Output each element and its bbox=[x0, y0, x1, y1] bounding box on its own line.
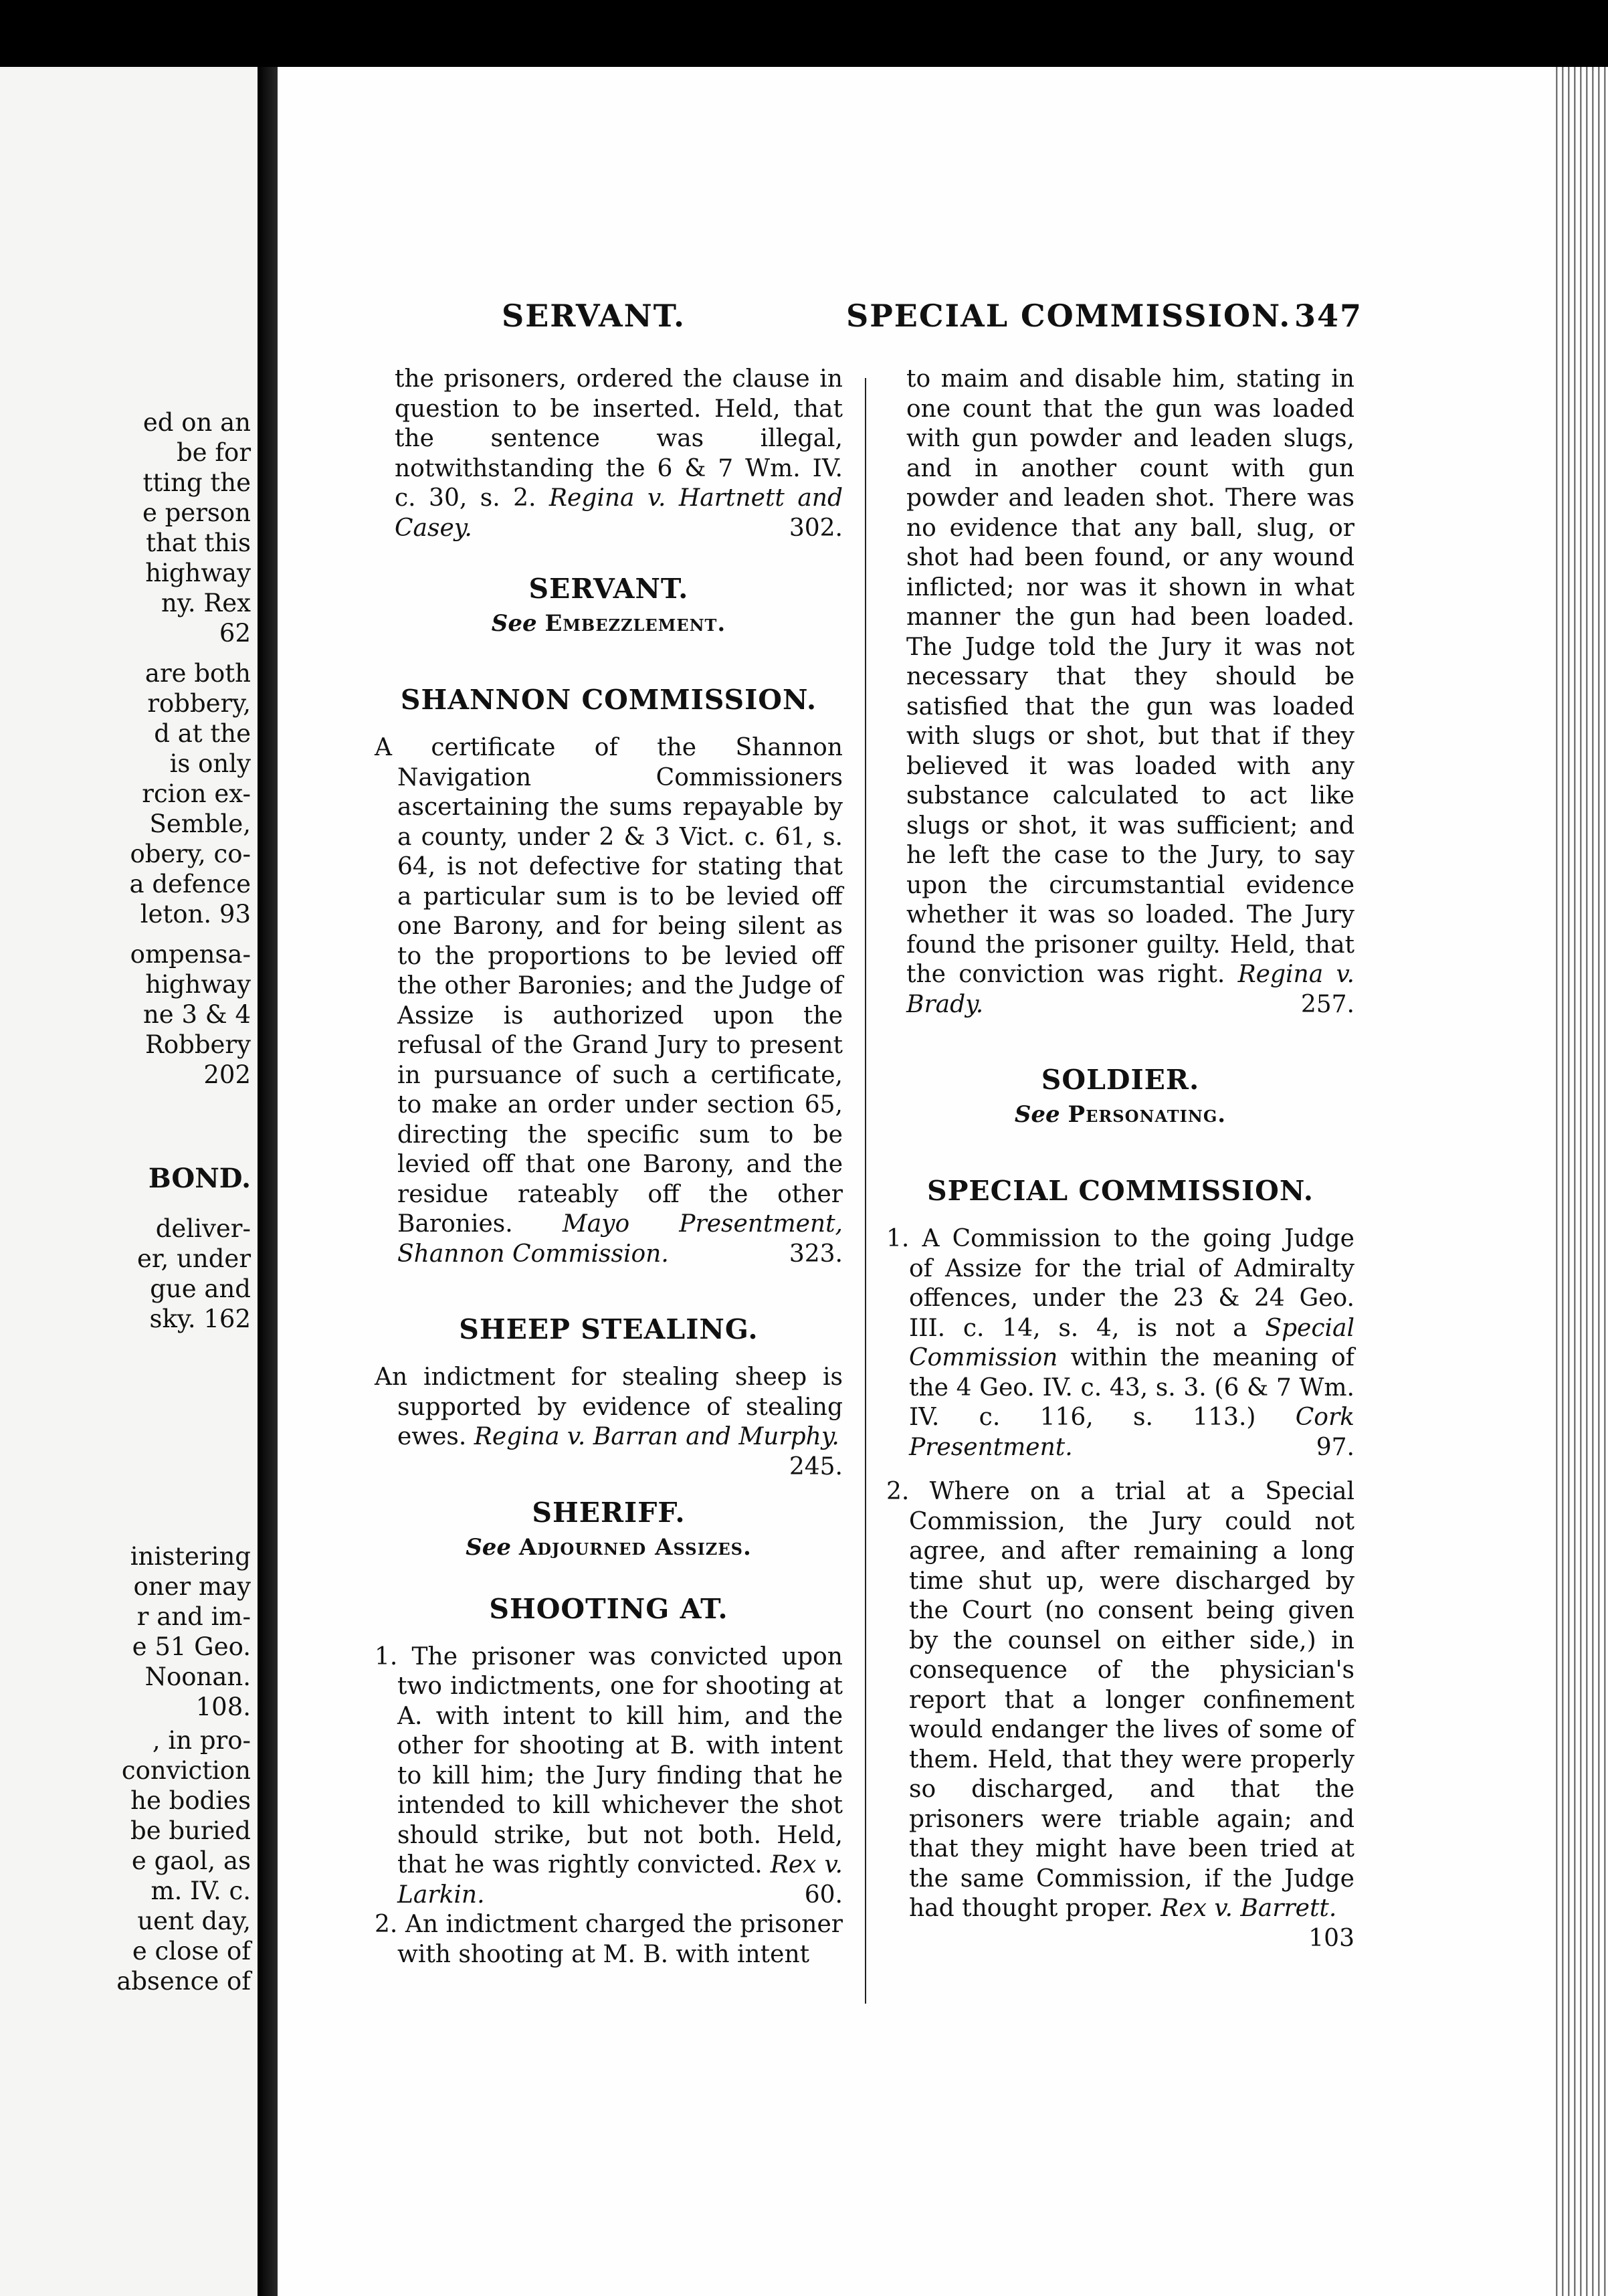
top-scan-border bbox=[0, 0, 1608, 67]
page-reference: 103 bbox=[1308, 1924, 1354, 1952]
page-reference: 323. bbox=[789, 1240, 843, 1268]
facing-page-line: ompensa- bbox=[130, 940, 251, 969]
case-citation: Regina v. Barran and Murphy. bbox=[474, 1423, 839, 1450]
facing-page-line: conviction bbox=[121, 1756, 251, 1785]
page-reference: 302. bbox=[789, 514, 843, 542]
facing-page-line: he bodies bbox=[130, 1786, 251, 1815]
facing-page-line: highway bbox=[145, 970, 251, 999]
facing-page-line: r and im- bbox=[136, 1602, 251, 1631]
facing-page-line: uent day, bbox=[137, 1907, 251, 1935]
facing-page-line: e gaol, as bbox=[131, 1846, 251, 1875]
page-number: 347 bbox=[1294, 298, 1363, 334]
running-head-left: SERVANT. bbox=[502, 298, 686, 334]
facing-page bbox=[0, 67, 258, 2296]
facing-page-line: e close of bbox=[132, 1937, 251, 1966]
entry-shooting-2: 2. An indictment charged the prisoner with shooting at M. B. with intent bbox=[375, 1911, 843, 1968]
facing-page-line: deliver- bbox=[155, 1214, 251, 1243]
case-citation: Regina v. Hartnett and Casey. bbox=[395, 484, 843, 542]
heading-special-commission: SPECIAL COMMISSION. bbox=[926, 1175, 1314, 1207]
right-column bbox=[886, 365, 1354, 1953]
facing-page-line: are both bbox=[144, 659, 251, 688]
facing-page-line: tting the bbox=[142, 468, 251, 497]
facing-page-line: leton. 93 bbox=[140, 900, 251, 929]
facing-page-line: gue and bbox=[150, 1274, 251, 1303]
facing-page-line: is only bbox=[169, 749, 251, 778]
facing-page-line: ne 3 & 4 bbox=[142, 1000, 251, 1029]
case-citation: Regina v. Brady. bbox=[906, 961, 1354, 1018]
column-divider bbox=[865, 378, 866, 2004]
facing-page-line: a defence bbox=[129, 870, 251, 898]
facing-page-line: e person bbox=[142, 498, 251, 527]
cross-reference: See Personating. bbox=[1014, 1101, 1227, 1128]
facing-page-line: Noonan. bbox=[144, 1662, 251, 1691]
page-reference: 60. bbox=[804, 1881, 843, 1909]
page-reference: 97. bbox=[1316, 1433, 1354, 1461]
entry-shooting-1: 1. The prisoner was convicted upon two indictments, one for shooting at A. with intent to kill him, and the other for shooting at B. with intent to kill him; the Jury finding that he intended to kill whichever the shot should strike, but not both. Held, that he was rightly convicted. Rex v. Larkin. 60. bbox=[375, 1642, 843, 1911]
facing-page-line: Robbery bbox=[145, 1030, 251, 1059]
facing-page-line: be for bbox=[177, 438, 251, 467]
case-citation: Mayo Presentment, Shannon Commission. bbox=[397, 1210, 843, 1268]
page-reference: 257. bbox=[1300, 990, 1354, 1018]
facing-page-line: BOND. bbox=[148, 1163, 251, 1194]
facing-page-line: m. IV. c. bbox=[150, 1877, 251, 1905]
facing-page-line: inistering bbox=[130, 1542, 251, 1571]
heading-servant: SERVANT. bbox=[528, 573, 689, 605]
facing-page-line: e 51 Geo. bbox=[132, 1632, 251, 1661]
facing-page-line: , in pro- bbox=[152, 1726, 251, 1755]
running-head-right: SPECIAL COMMISSION. bbox=[846, 298, 1292, 334]
case-citation: Cork Presentment. bbox=[909, 1404, 1354, 1461]
facing-page-line: obery, co- bbox=[130, 840, 251, 868]
heading-sheriff: SHERIFF. bbox=[532, 1496, 686, 1529]
heading-soldier: SOLDIER. bbox=[1041, 1064, 1200, 1096]
page-edges bbox=[1552, 67, 1608, 2296]
facing-page-line: d at the bbox=[154, 719, 251, 748]
case-citation: Rex v. Larkin. bbox=[397, 1851, 843, 1909]
facing-page-line: 62 bbox=[219, 619, 251, 648]
entry-shannon: A certificate of the Shannon Navigation Commissioners ascertaining the sums repayable by a county, under 2 & 3 Vict. c. 61, s. 64, is not defective for stating that a particular sum is to be levied off one Barony, and for being silent as to the proportions to be levied off the other Baronies; and the Judge of Assize is authorized upon the refusal of the Grand Jury to present in pursuance of such a certificate, to make an order under section 65, directing the specific sum to be levied off that one Barony, and the residue rateably off the other Baronies. Mayo Presentment, Shannon Commission. 323. bbox=[375, 733, 843, 1269]
facing-page-line: rcion ex- bbox=[142, 779, 251, 808]
facing-page-line: absence of bbox=[116, 1967, 251, 1996]
facing-page-line: sky. 162 bbox=[149, 1305, 251, 1333]
facing-page-line: Semble, bbox=[149, 809, 251, 838]
case-citation: Rex v. Barrett. bbox=[1161, 1895, 1337, 1922]
book-gutter bbox=[258, 67, 278, 2296]
heading-sheep-stealing: SHEEP STEALING. bbox=[459, 1313, 759, 1345]
entry-special-commission-2: 2. Where on a trial at a Special Commission, the Jury could not agree, and after remaining a long time shut up, were discharged by the Court (no consent being given by the counsel on either side,) in consequence of the physician's report that a longer confinement would endanger the lives of some of them. Held, that they were properly so discharged, and that the prisoners were triable again; and that they might have been tried at the same Commission, if the Judge had thought proper. Rex v. Barrett. 103 bbox=[886, 1477, 1354, 1924]
facing-page-line: er, under bbox=[137, 1244, 251, 1273]
facing-page-line: highway bbox=[145, 559, 251, 587]
cross-reference: See Adjourned Assizes. bbox=[466, 1533, 752, 1561]
cross-reference: See Embezzlement. bbox=[491, 610, 726, 637]
entry-special-commission-1: 1. A Commission to the going Judge of Assize for the trial of Admiralty offences, under the 23 & 24 Geo. III. c. 14, s. 4, is not a Special Commission within the meaning of the 4 Geo. IV. c. 43, s. 3. (6 & 7 Wm. IV. c. 116, s. 113.) Cork Presentment. 97. bbox=[886, 1224, 1354, 1462]
entry-sheep-stealing: An indictment for stealing sheep is supported by evidence of stealing ewes. Regina v. Barran and Murphy. 245. bbox=[375, 1363, 843, 1452]
facing-page-line: 202 bbox=[203, 1060, 251, 1089]
facing-page-line: be buried bbox=[130, 1816, 251, 1845]
left-column bbox=[375, 365, 843, 1970]
facing-page-line: robbery, bbox=[147, 689, 251, 718]
facing-page-line: 108. bbox=[195, 1693, 251, 1721]
heading-shannon-commission: SHANNON COMMISSION. bbox=[400, 684, 817, 716]
facing-page-line: ed on an bbox=[142, 408, 251, 437]
facing-page-line: ny. Rex bbox=[161, 589, 251, 617]
heading-shooting-at: SHOOTING AT. bbox=[489, 1592, 728, 1625]
continued-entry: to maim and disable him, stating in one count that the gun was loaded with gun powder and leaden slugs, and in another count with gun powder and leaden shot. There was no evidence that any ball, slug, or shot had been found, or any wound inflicted; nor was it shown in what manner the gun had been loaded. The Judge told the Jury it was not necessary that they should be satisfied that the gun was loaded with slugs or shot, but that if they believed it was loaded with any substance calculated to act like slugs or shot, it was sufficient; and he left the case to the Jury, to say upon the circumstantial evidence whether it was so loaded. The Jury found the prisoner guilty. Held, that the conviction was right. Regina v. Brady. 257. bbox=[886, 365, 1354, 1020]
facing-page-line: that this bbox=[146, 529, 251, 557]
facing-page-line: oner may bbox=[133, 1572, 251, 1601]
page-reference: 245. bbox=[789, 1452, 843, 1480]
continued-entry: the prisoners, ordered the clause in question to be inserted. Held, that the sentence was illegal, notwithstanding the 6 & 7 Wm. IV. c. 30, s. 2. Regina v. Hartnett and Casey. 302. bbox=[375, 365, 843, 543]
